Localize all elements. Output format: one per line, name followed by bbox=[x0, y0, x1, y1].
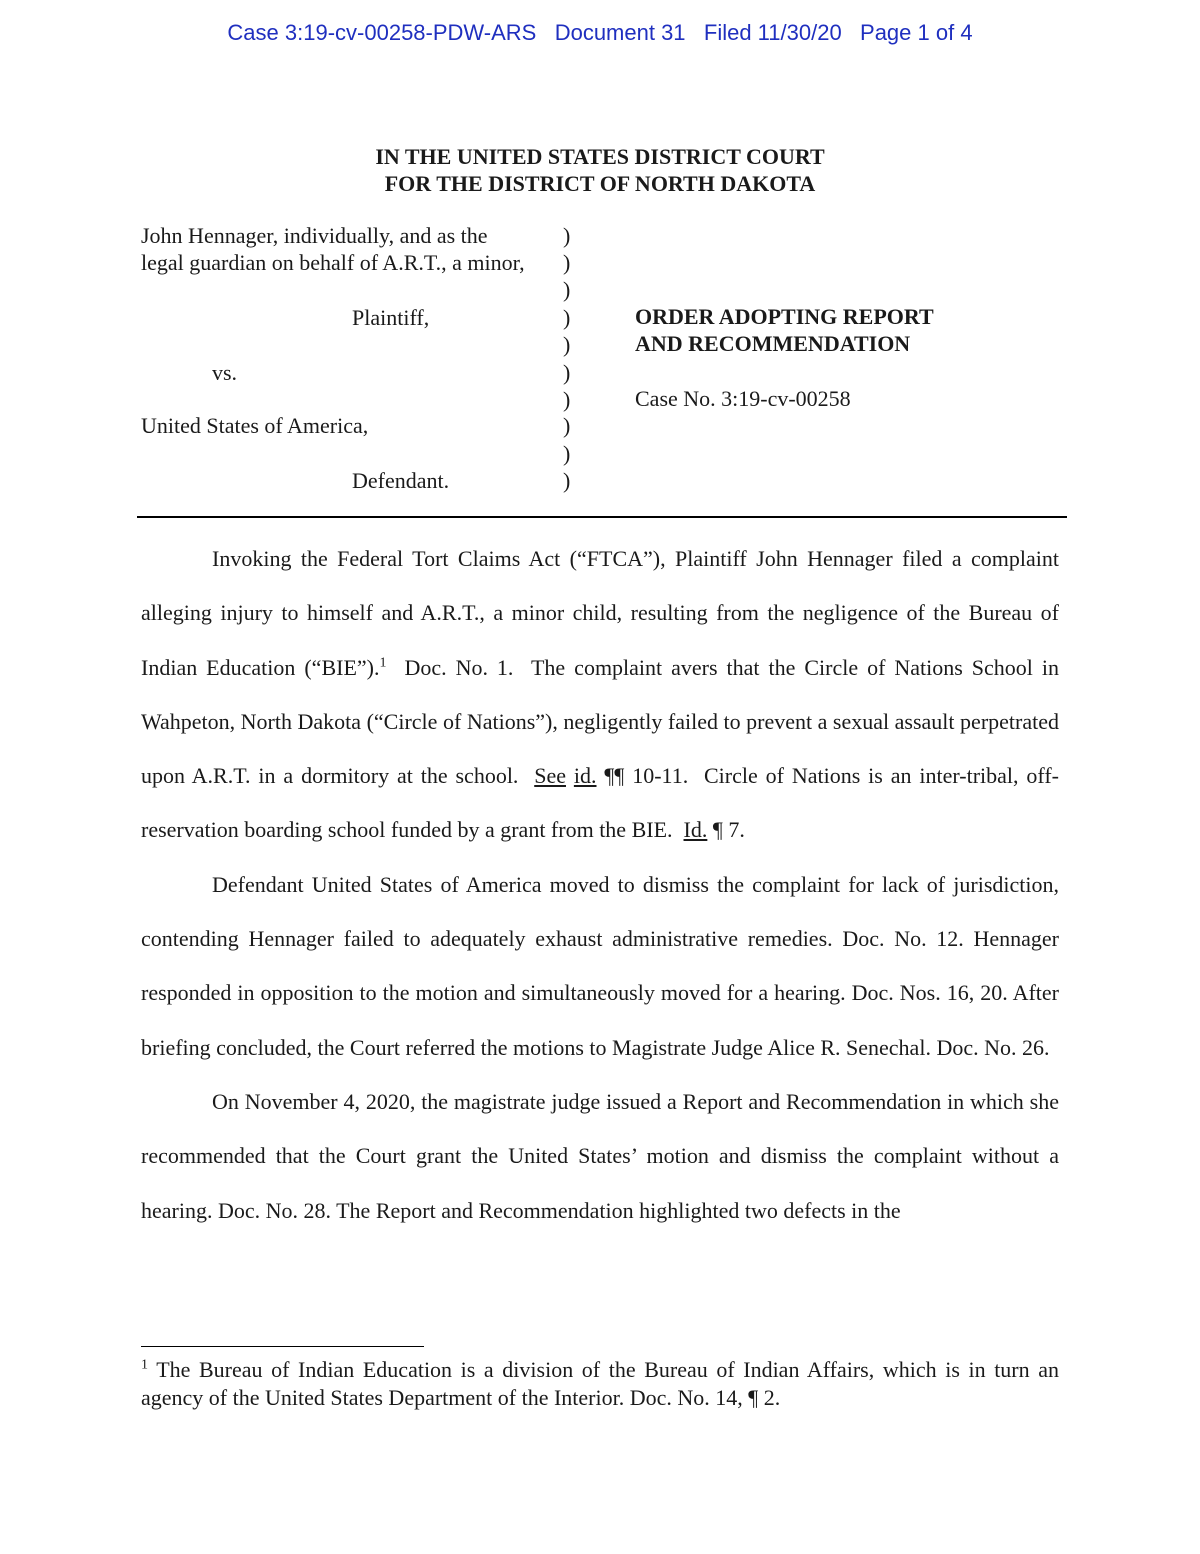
caption-paren: ) bbox=[563, 468, 571, 493]
case-number: Case No. 3:19-cv-00258 bbox=[635, 386, 851, 411]
caption-paren: ) bbox=[563, 441, 571, 466]
order-title bbox=[635, 303, 934, 357]
plaintiff-role: Plaintiff, bbox=[352, 305, 430, 330]
footnote-marker: 1 bbox=[141, 1357, 148, 1373]
citation-see: See bbox=[534, 763, 566, 789]
order-body bbox=[141, 532, 1065, 1238]
plaintiff-name-line2: legal guardian on behalf of A.R.T., a minor, bbox=[141, 250, 525, 275]
court-heading-line1: IN THE UNITED STATES DISTRICT COURT bbox=[375, 144, 825, 169]
court-heading-line2: FOR THE DISTRICT OF NORTH DAKOTA bbox=[384, 171, 816, 196]
caption-paren: ) bbox=[563, 305, 571, 330]
defendant-role: Defendant. bbox=[352, 468, 450, 493]
order-title-line1: ORDER ADOPTING REPORT bbox=[635, 304, 934, 329]
caption-paren: ) bbox=[563, 360, 571, 385]
defendant-name: United States of America, bbox=[141, 413, 369, 438]
caption-paren: ) bbox=[563, 277, 571, 302]
footnote-ref-1: 1 bbox=[379, 655, 387, 671]
caption-paren: ) bbox=[563, 413, 571, 438]
versus-label: vs. bbox=[212, 360, 238, 385]
citation-id: id. bbox=[573, 763, 597, 789]
footnote-text: The Bureau of Indian Education is a division of the Bureau of Indian Affairs, which is in turn an agency of the United States Department of the Interior. Doc. No. 14, ¶ 2. bbox=[141, 1357, 1059, 1410]
paragraph-3: On November 4, 2020, the magistrate judge issued a Report and Recommendation in which she recommended that the Court grant the United States’ motion and dismiss the complaint without a hearing. Doc. No. 28. The Report and Recommendation highlighted two defects in the bbox=[141, 1088, 1059, 1223]
paragraph-2: Defendant United States of America moved to dismiss the complaint for lack of jurisdiction, contending Hennager failed to adequately exhaust administrative remedies. Doc. No. 12. Hennager responded in opposition to the motion and simultaneously moved for a hearing. Doc. Nos. 16, 20. After briefing concluded, the Court referred the motions to Magistrate Judge Alice R. Senechal. Doc. No. 26. bbox=[141, 871, 1059, 1060]
caption-paren: ) bbox=[563, 223, 571, 248]
caption-paren: ) bbox=[563, 387, 571, 412]
paragraph-1 bbox=[141, 532, 1065, 858]
paragraph-1-text-d: ¶ 7. bbox=[707, 817, 745, 843]
footnote-1 bbox=[141, 1356, 1059, 1412]
paragraph-1-text-a: Invoking the Federal Tort Claims Act (“FTCA”), Plaintiff John Hennager filed a complaint alleging injury to himself and A.R.T., a minor child, resulting from the negligence of the Bureau of Indian Education (“BIE”). bbox=[141, 546, 1059, 680]
citation-id-2: Id. bbox=[683, 817, 708, 843]
paragraph-1-text-b: Doc. No. 1. The complaint avers that the Circle of Nations School in Wahpeton, North Dakota (“Circle of Nations”), negligently failed to prevent a sexual assault perpetrated upon A.R.T. in a dormitory at the school. bbox=[141, 654, 1065, 789]
footnote-divider bbox=[141, 1346, 424, 1347]
court-heading bbox=[0, 143, 1200, 197]
caption-paren: ) bbox=[563, 332, 571, 357]
caption-paren: ) bbox=[563, 250, 571, 275]
order-title-line2: AND RECOMMENDATION bbox=[635, 331, 911, 356]
caption-divider bbox=[137, 516, 1067, 518]
case-caption bbox=[141, 223, 1071, 493]
paragraph-1-text-c: ¶¶ 10-11. Circle of Nations is an inter-tribal, off-reservation boarding school funded by a grant from the BIE. bbox=[141, 763, 1059, 843]
case-header-stamp: Case 3:19-cv-00258-PDW-ARS Document 31 Filed 11/30/20 Page 1 of 4 bbox=[227, 20, 973, 45]
plaintiff-name-line1: John Hennager, individually, and as the bbox=[141, 223, 488, 248]
